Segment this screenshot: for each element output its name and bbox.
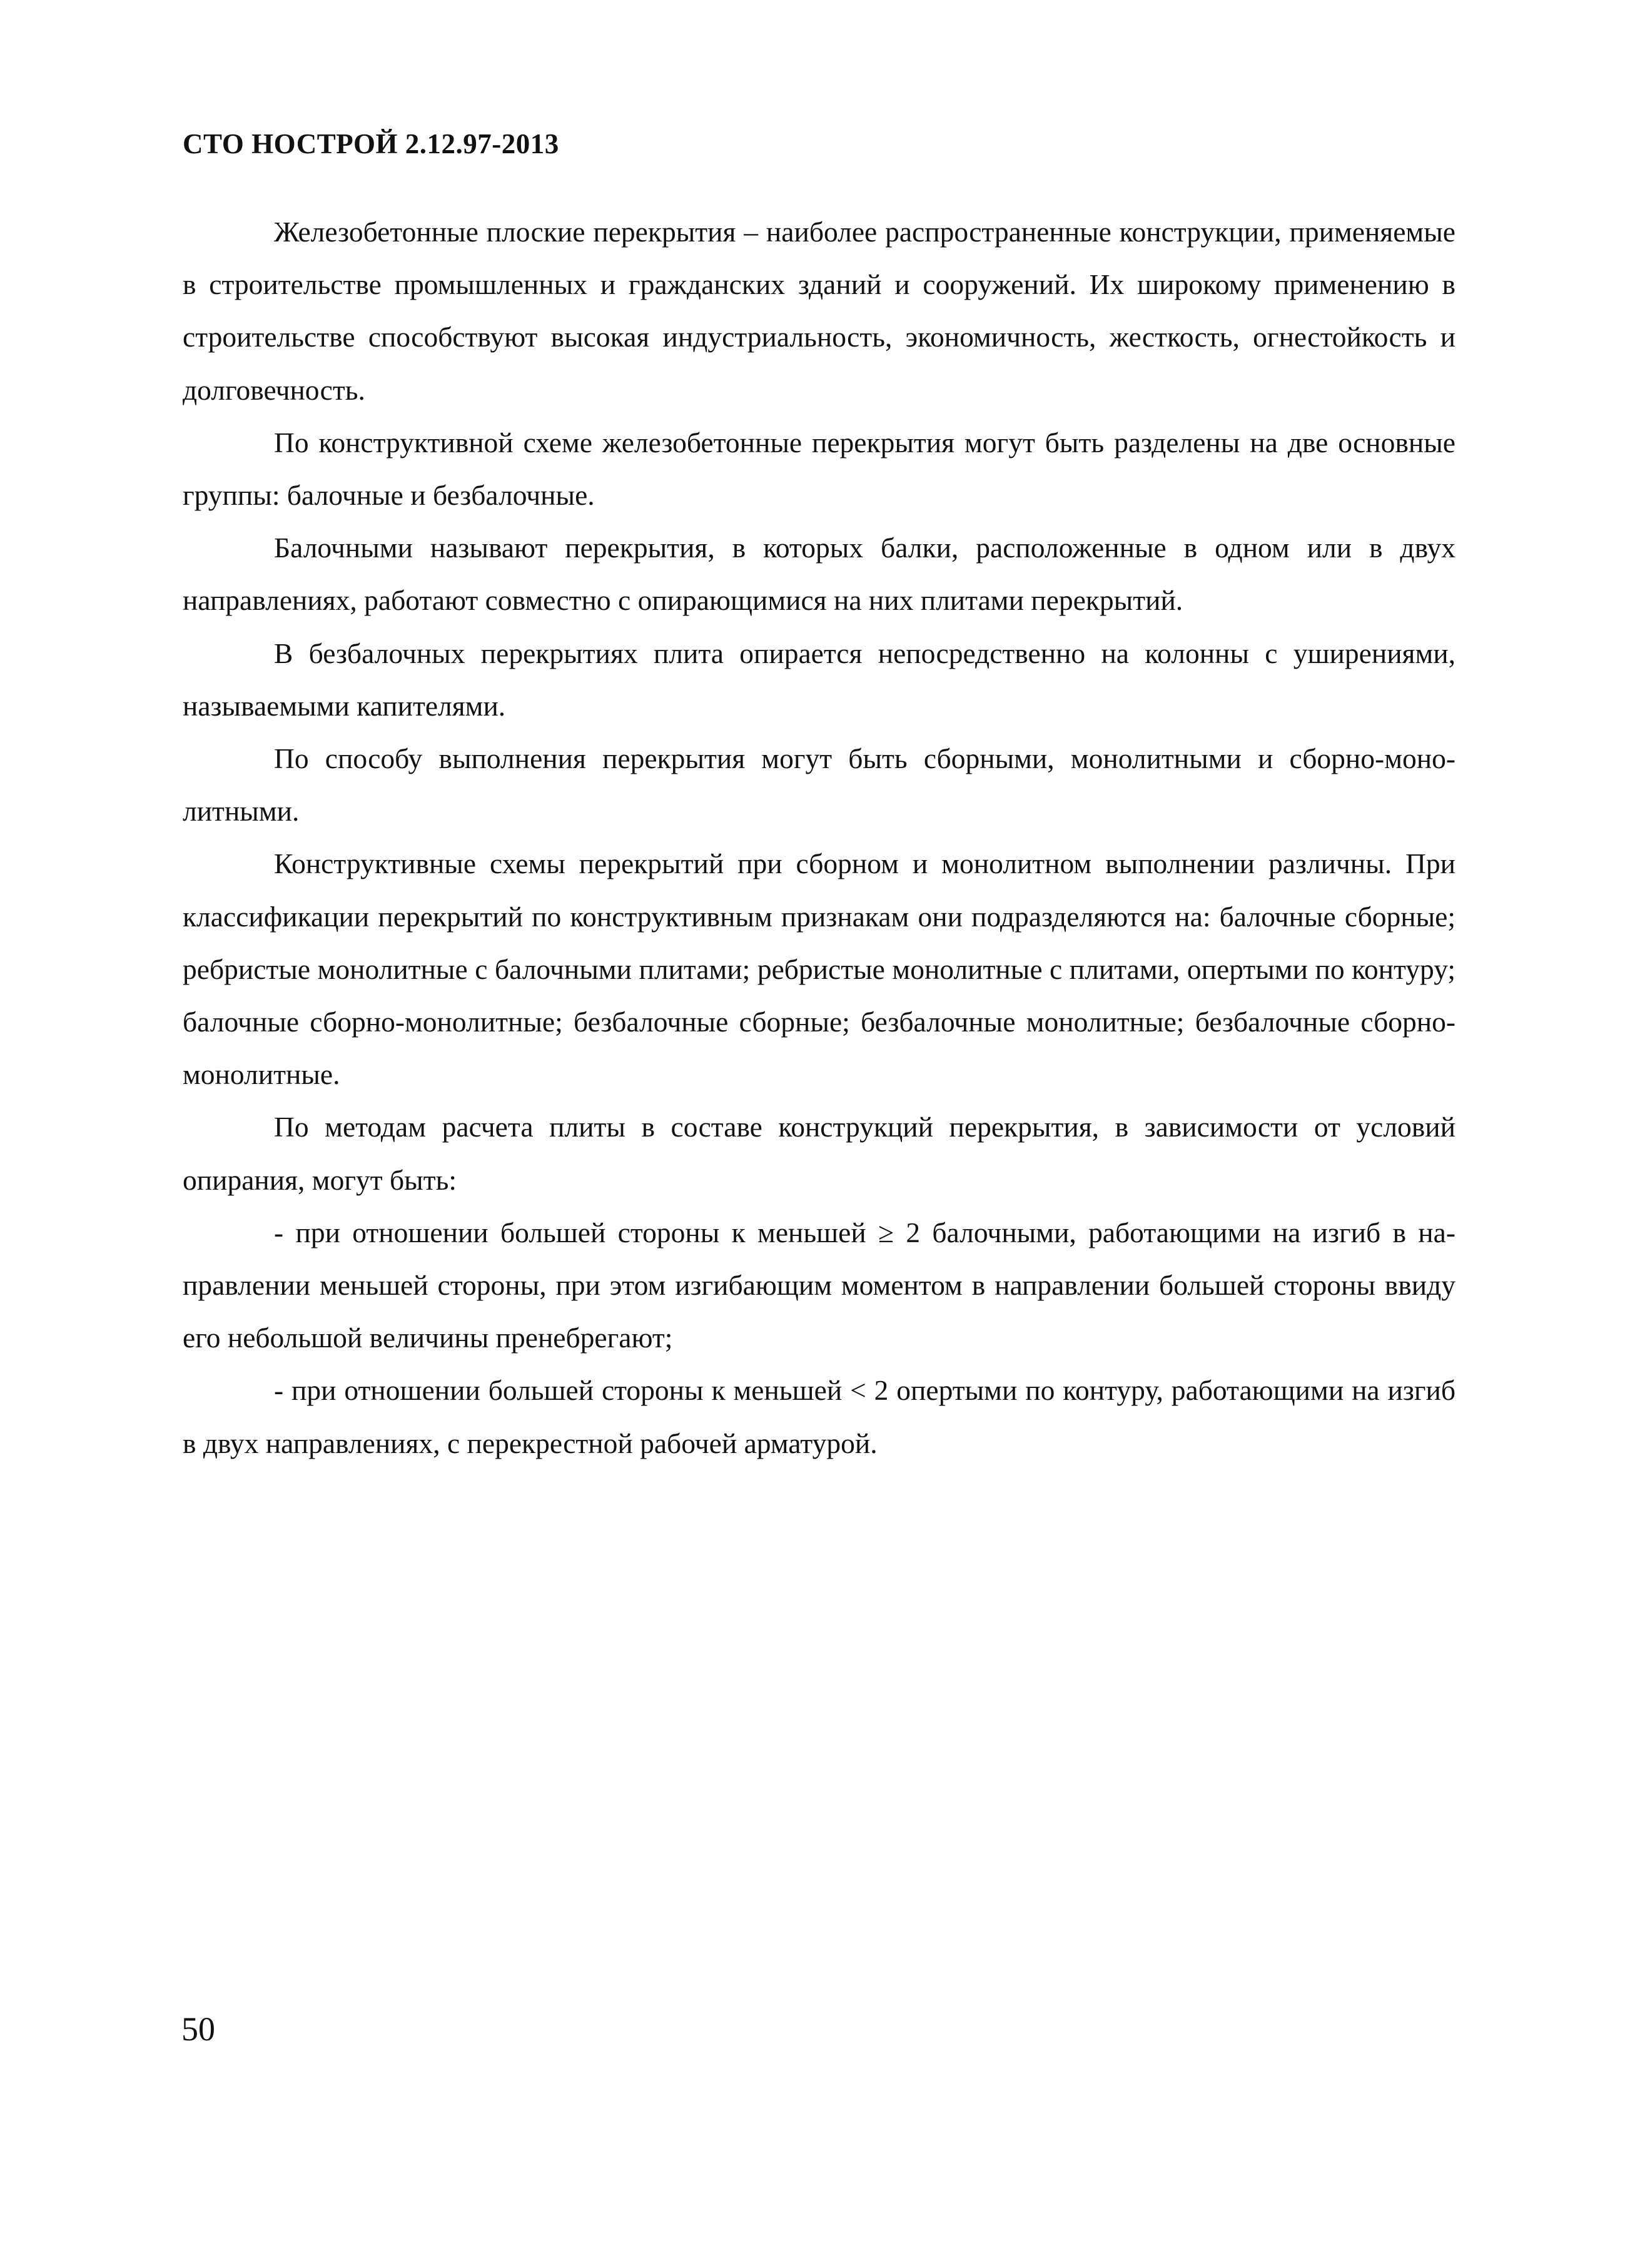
paragraph-calculation-methods: По методам расчета плиты в составе конструкций перекрытия, в зависимости от условий опирания, могут быть: — [183, 1111, 1455, 1196]
paragraph-classification: Конструктивные схемы перекрытий при сборном и монолитном выполнении различны. При классификации перекрытий по конструктивным признакам они подразделяются на: балочные сборные; ребристые монолитные с балочными плитами; ребристые монолитные с плитами, опертыми по контуру; балочные сборно-монолитные; безбалочные сборные; безбалочные монолитные; безбалочные сборно-монолитные. — [183, 848, 1455, 1091]
document-standard-code: СТО НОСТРОЙ 2.12.97-2013 — [183, 128, 559, 159]
paragraph-beamless-slabs-definition: В безбалочных перекрытиях плита опирается непосредственно на колонны с уширениями, называемыми капителями. — [183, 637, 1455, 722]
paragraph-beam-slabs-definition: Балочными называют перекрытия, в которых балки, расположенные в одном или в двух направлениях, работают совместно с опирающимися на них плитами перекрытий. — [183, 532, 1455, 617]
document-body — [183, 206, 1455, 1470]
paragraph-reinforced-concrete-slabs: Железобетонные плоские перекрытия – наиболее распространенные конструкции, применяемые в строительстве промышленных и гражданских зданий и сооружений. Их широкому применению в строительстве способствуют высокая индустриальность, экономичность, жесткость, огнестойкость и долговечность. — [183, 216, 1455, 406]
page-number: 50 — [181, 2010, 215, 2048]
paragraph-construction-method: По способу выполнения перекрытия могут быть сборными, монолитными и сборно-монолитными. — [183, 742, 1455, 828]
list-item-ratio-ge-2: - при отношении большей стороны к меньшей ≥ 2 балочными, работающими на изгиб в направлении меньшей стороны, при этом изгибающим моментом в направлении большей стороны ввиду его небольшой величины пренебрегают; — [183, 1216, 1455, 1354]
paragraph-structural-scheme-groups: По конструктивной схеме железобетонные перекрытия могут быть разделены на две основные группы: балочные и безбалочные. — [183, 426, 1455, 512]
list-item-ratio-lt-2: - при отношении большей стороны к меньшей < 2 опертыми по контуру, работающими на изгиб в двух направлениях, с перекрестной рабочей арматурой. — [183, 1374, 1455, 1459]
